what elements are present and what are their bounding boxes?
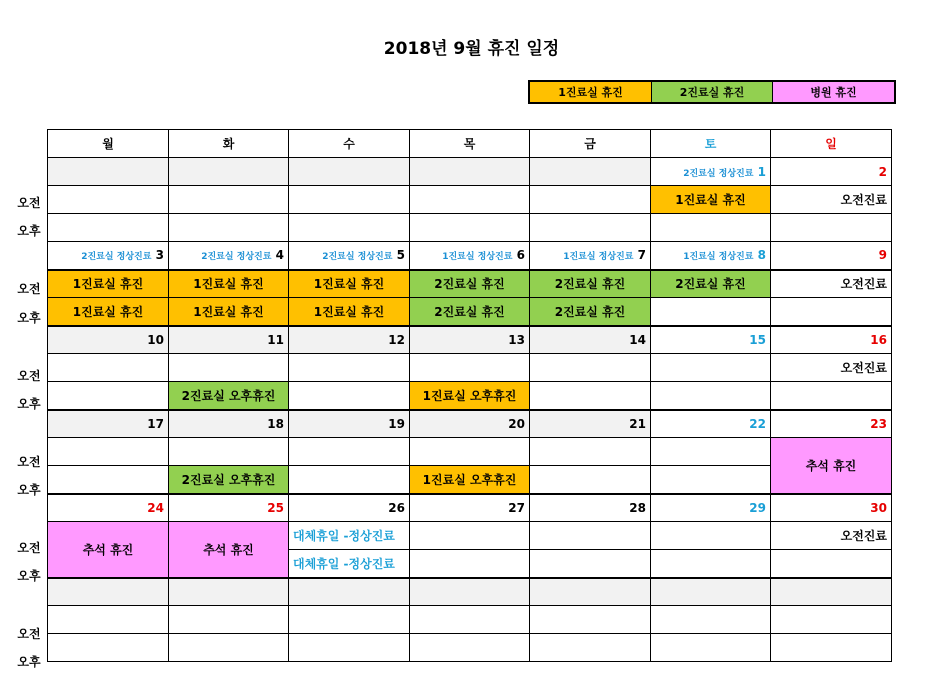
slot-cell bbox=[289, 634, 410, 662]
slot-cell bbox=[48, 214, 169, 242]
date-cell bbox=[169, 242, 289, 270]
date-cell bbox=[530, 158, 651, 186]
weekday-wed: 수 bbox=[289, 130, 410, 158]
date-cell bbox=[169, 158, 289, 186]
date-cell: 24 bbox=[48, 494, 169, 522]
week4-pm bbox=[48, 466, 892, 494]
slot-cell bbox=[771, 634, 892, 662]
date-cell: 23 bbox=[771, 410, 892, 438]
slot-cell bbox=[530, 522, 651, 550]
slot-cell bbox=[289, 354, 410, 382]
slot-cell bbox=[771, 298, 892, 326]
page-title: 2018년 9월 휴진 일정 bbox=[383, 39, 560, 59]
weekday-fri: 금 bbox=[530, 130, 651, 158]
slot-cell bbox=[530, 466, 651, 494]
slot-cell bbox=[530, 550, 651, 578]
pm-label: 오후 bbox=[17, 397, 41, 411]
slot-cell bbox=[289, 606, 410, 634]
slot-cell: 추석 휴진 bbox=[48, 522, 169, 578]
am-label: 오전 bbox=[17, 455, 41, 469]
date-cell: 17 bbox=[48, 410, 169, 438]
day-number: 5 bbox=[396, 248, 405, 263]
slot-cell bbox=[771, 382, 892, 410]
slot-cell: 2진료실 오후휴진 bbox=[169, 382, 289, 410]
slot-cell bbox=[651, 214, 771, 242]
date-cell bbox=[169, 578, 289, 606]
week5-dates bbox=[48, 494, 892, 522]
slot-cell bbox=[651, 606, 771, 634]
week3-pm bbox=[48, 382, 892, 410]
date-cell: 21 bbox=[530, 410, 651, 438]
weekday-thu: 목 bbox=[410, 130, 530, 158]
slot-cell bbox=[410, 606, 530, 634]
slot-cell bbox=[48, 438, 169, 466]
date-cell: 19 bbox=[289, 410, 410, 438]
slot-cell: 2진료실 오후휴진 bbox=[169, 466, 289, 494]
date-cell bbox=[410, 578, 530, 606]
slot-cell: 1진료실 오후휴진 bbox=[410, 382, 530, 410]
slot-cell bbox=[48, 382, 169, 410]
slot-cell: 1진료실 오후휴진 bbox=[410, 466, 530, 494]
slot-cell: 2진료실 휴진 bbox=[530, 270, 651, 298]
slot-cell bbox=[530, 438, 651, 466]
slot-cell bbox=[169, 438, 289, 466]
week6-dates bbox=[48, 578, 892, 606]
week1-dates bbox=[48, 158, 892, 186]
date-cell bbox=[289, 578, 410, 606]
slot-cell: 추석 휴진 bbox=[771, 438, 892, 494]
slot-cell bbox=[410, 354, 530, 382]
week1-am bbox=[48, 186, 892, 214]
week4-dates bbox=[48, 410, 892, 438]
am-label: 오전 bbox=[17, 541, 41, 555]
weekday-tue: 화 bbox=[169, 130, 289, 158]
date-cell: 16 bbox=[771, 326, 892, 354]
am-label: 오전 bbox=[17, 627, 41, 641]
slot-cell bbox=[651, 550, 771, 578]
pm-label: 오후 bbox=[17, 311, 41, 325]
date-cell: 29 bbox=[651, 494, 771, 522]
weekday-sun: 일 bbox=[771, 130, 892, 158]
slot-cell bbox=[530, 634, 651, 662]
slot-cell bbox=[530, 382, 651, 410]
slot-cell bbox=[651, 522, 771, 550]
slot-cell: 1진료실 휴진 bbox=[48, 270, 169, 298]
slot-cell: 1진료실 휴진 bbox=[651, 186, 771, 214]
slot-cell: 1진료실 휴진 bbox=[48, 298, 169, 326]
slot-cell: 2진료실 휴진 bbox=[530, 298, 651, 326]
date-cell bbox=[651, 158, 771, 186]
slot-cell bbox=[410, 522, 530, 550]
slot-cell bbox=[651, 438, 771, 466]
legend bbox=[528, 80, 896, 104]
slot-cell bbox=[289, 186, 410, 214]
date-cell bbox=[48, 578, 169, 606]
week6-pm bbox=[48, 634, 892, 662]
date-cell: 11 bbox=[169, 326, 289, 354]
am-label: 오전 bbox=[17, 196, 41, 210]
slot-cell bbox=[169, 606, 289, 634]
slot-cell bbox=[771, 606, 892, 634]
day-note: 2진료실 정상진료 bbox=[81, 252, 152, 263]
week5-am bbox=[48, 522, 892, 550]
slot-cell bbox=[48, 634, 169, 662]
day-note: 2진료실 정상진료 bbox=[322, 252, 393, 263]
slot-cell bbox=[48, 354, 169, 382]
slot-cell: 대체휴일 -정상진료 bbox=[289, 522, 410, 550]
slot-cell: 1진료실 휴진 bbox=[169, 298, 289, 326]
slot-cell: 1진료실 휴진 bbox=[289, 270, 410, 298]
slot-cell: 오전진료 bbox=[771, 186, 892, 214]
slot-cell: 오전진료 bbox=[771, 270, 892, 298]
day-number: 9 bbox=[878, 248, 887, 263]
date-cell bbox=[771, 158, 892, 186]
day-note: 2진료실 정상진료 bbox=[201, 252, 272, 263]
slot-cell bbox=[410, 186, 530, 214]
slot-cell bbox=[169, 634, 289, 662]
legend-room2: 2진료실 휴진 bbox=[652, 82, 773, 102]
slot-cell bbox=[48, 606, 169, 634]
week3-dates bbox=[48, 326, 892, 354]
date-cell bbox=[289, 158, 410, 186]
slot-cell bbox=[289, 382, 410, 410]
date-cell bbox=[651, 578, 771, 606]
slot-cell bbox=[289, 214, 410, 242]
slot-cell bbox=[410, 550, 530, 578]
slot-cell bbox=[651, 354, 771, 382]
slot-cell bbox=[169, 354, 289, 382]
slot-cell: 오전진료 bbox=[771, 354, 892, 382]
day-note: 1진료실 정상진료 bbox=[442, 252, 513, 263]
slot-cell bbox=[410, 214, 530, 242]
day-note: 1진료실 정상진료 bbox=[563, 252, 634, 263]
slot-cell bbox=[771, 550, 892, 578]
date-cell: 18 bbox=[169, 410, 289, 438]
date-cell: 13 bbox=[410, 326, 530, 354]
slot-cell: 2진료실 휴진 bbox=[410, 298, 530, 326]
date-cell bbox=[530, 242, 651, 270]
slot-cell bbox=[169, 214, 289, 242]
pm-label: 오후 bbox=[17, 569, 41, 583]
date-cell: 25 bbox=[169, 494, 289, 522]
date-cell: 27 bbox=[410, 494, 530, 522]
week2-am bbox=[48, 270, 892, 298]
slot-cell bbox=[289, 438, 410, 466]
slot-cell: 2진료실 휴진 bbox=[651, 270, 771, 298]
slot-cell bbox=[530, 606, 651, 634]
day-number: 6 bbox=[516, 248, 525, 263]
date-cell: 30 bbox=[771, 494, 892, 522]
date-cell bbox=[410, 158, 530, 186]
slot-cell: 대체휴일 -정상진료 bbox=[289, 550, 410, 578]
weekday-mon: 월 bbox=[48, 130, 169, 158]
date-cell: 26 bbox=[289, 494, 410, 522]
day-number: 4 bbox=[275, 248, 284, 263]
date-cell bbox=[48, 158, 169, 186]
slot-cell bbox=[651, 298, 771, 326]
day-number: 2 bbox=[878, 164, 887, 179]
date-cell bbox=[48, 242, 169, 270]
pm-label: 오후 bbox=[17, 224, 41, 238]
date-cell bbox=[530, 578, 651, 606]
slot-cell: 2진료실 휴진 bbox=[410, 270, 530, 298]
slot-cell: 1진료실 휴진 bbox=[289, 298, 410, 326]
day-number: 1 bbox=[757, 164, 766, 179]
date-cell: 12 bbox=[289, 326, 410, 354]
slot-cell bbox=[530, 354, 651, 382]
slot-cell bbox=[651, 466, 771, 494]
slot-cell bbox=[651, 634, 771, 662]
week3-am bbox=[48, 354, 892, 382]
slot-cell bbox=[530, 214, 651, 242]
legend-hospital: 병원 휴진 bbox=[773, 82, 894, 102]
slot-cell bbox=[410, 438, 530, 466]
weekday-sat: 토 bbox=[651, 130, 771, 158]
slot-cell bbox=[410, 634, 530, 662]
date-cell: 28 bbox=[530, 494, 651, 522]
date-cell bbox=[771, 578, 892, 606]
date-cell bbox=[410, 242, 530, 270]
slot-cell: 오전진료 bbox=[771, 522, 892, 550]
slot-cell: 1진료실 휴진 bbox=[169, 270, 289, 298]
date-cell: 10 bbox=[48, 326, 169, 354]
slot-cell bbox=[169, 186, 289, 214]
date-cell bbox=[771, 242, 892, 270]
date-cell: 15 bbox=[651, 326, 771, 354]
weekday-header bbox=[48, 130, 892, 158]
date-cell bbox=[651, 242, 771, 270]
slot-cell bbox=[771, 214, 892, 242]
day-number: 7 bbox=[637, 248, 646, 263]
week2-pm bbox=[48, 298, 892, 326]
day-note: 2진료실 정상진료 bbox=[683, 168, 754, 179]
slot-cell bbox=[48, 466, 169, 494]
slot-cell: 추석 휴진 bbox=[169, 522, 289, 578]
legend-room1: 1진료실 휴진 bbox=[530, 82, 652, 102]
week6-am bbox=[48, 606, 892, 634]
date-cell: 14 bbox=[530, 326, 651, 354]
calendar-grid bbox=[47, 129, 892, 662]
pm-label: 오후 bbox=[17, 483, 41, 497]
slot-cell bbox=[289, 466, 410, 494]
pm-label: 오후 bbox=[17, 655, 41, 669]
am-label: 오전 bbox=[17, 282, 41, 296]
slot-cell bbox=[48, 186, 169, 214]
date-cell: 22 bbox=[651, 410, 771, 438]
slot-cell bbox=[530, 186, 651, 214]
week2-dates bbox=[48, 242, 892, 270]
slot-cell bbox=[651, 382, 771, 410]
day-number: 3 bbox=[155, 248, 164, 263]
date-cell bbox=[289, 242, 410, 270]
am-label: 오전 bbox=[17, 369, 41, 383]
week1-pm bbox=[48, 214, 892, 242]
week4-am bbox=[48, 438, 892, 466]
day-number: 8 bbox=[757, 248, 766, 263]
day-note: 1진료실 정상진료 bbox=[683, 252, 754, 263]
date-cell: 20 bbox=[410, 410, 530, 438]
